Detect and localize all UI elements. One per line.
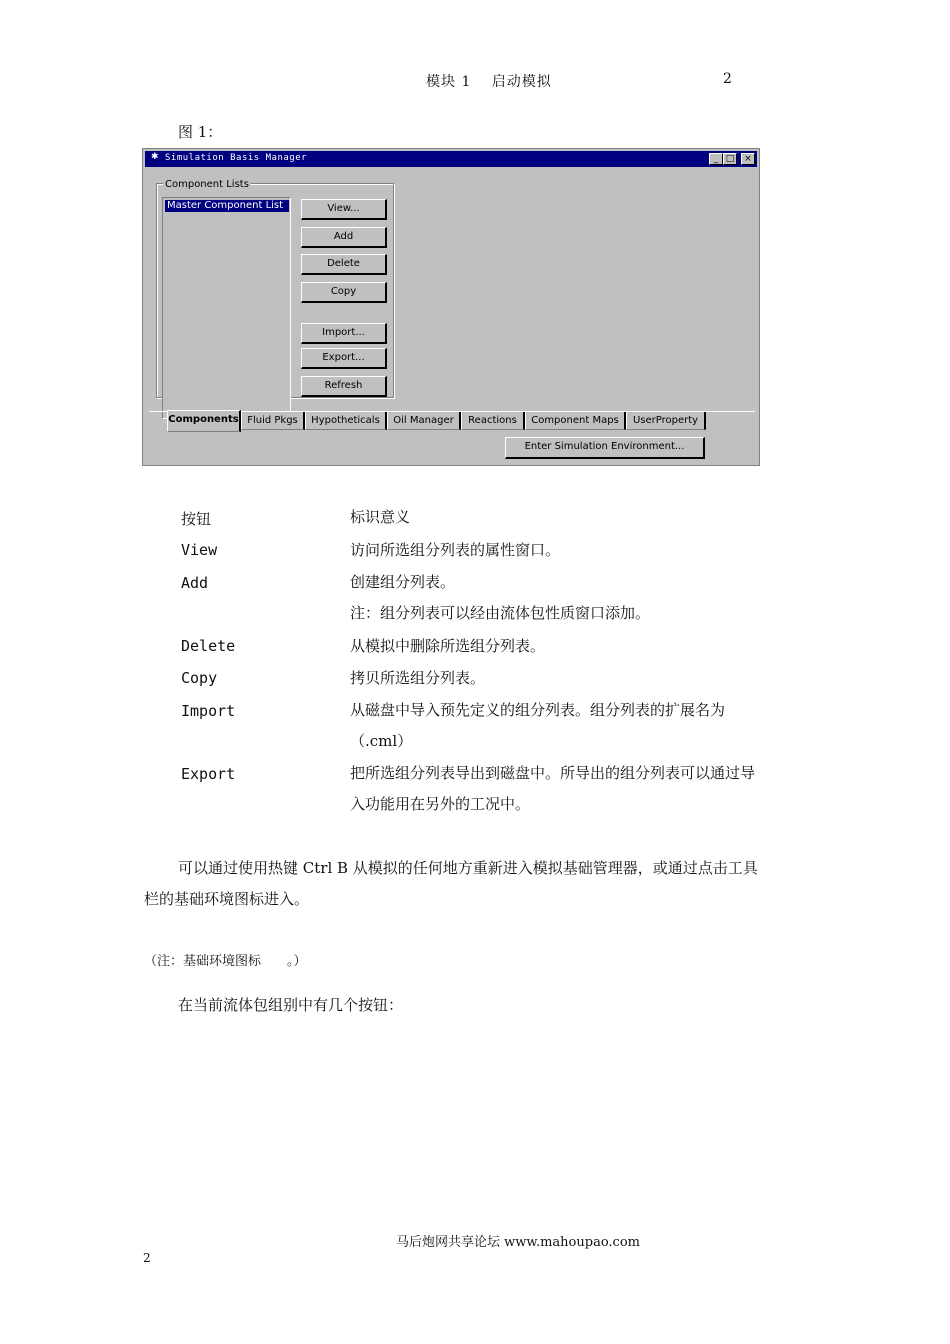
tab-component-maps[interactable]: Component Maps bbox=[525, 412, 626, 430]
table-row-value: 把所选组分列表导出到磁盘中。所导出的组分列表可以通过导入功能用在另外的工况中。 bbox=[350, 764, 756, 813]
app-icon: ✱ bbox=[151, 152, 159, 162]
table-row-key: Add bbox=[181, 574, 209, 592]
refresh-button[interactable]: Refresh bbox=[301, 376, 387, 397]
title-bar[interactable] bbox=[145, 151, 757, 167]
copy-button[interactable]: Copy bbox=[301, 282, 387, 303]
maximize-icon[interactable]: □ bbox=[723, 153, 737, 165]
table-row-key: Import bbox=[181, 702, 236, 720]
window-title: Simulation Basis Manager bbox=[165, 153, 308, 163]
minimize-icon[interactable]: _ bbox=[709, 153, 723, 165]
tab-userproperty[interactable]: UserProperty bbox=[626, 412, 706, 430]
add-button[interactable]: Add bbox=[301, 227, 387, 248]
paragraph-buttons: 在当前流体包组别中有几个按钮： bbox=[178, 996, 404, 1014]
import-button[interactable]: Import... bbox=[301, 323, 387, 344]
table-row-key: Export bbox=[181, 765, 236, 783]
group-label: Component Lists bbox=[165, 179, 249, 190]
table-row-value: 创建组分列表。 bbox=[350, 573, 456, 591]
tab-components[interactable]: Components bbox=[167, 410, 241, 432]
table-row-key: Copy bbox=[181, 669, 218, 687]
table-row-value: 从磁盘中导入预先定义的组分列表。组分列表的扩展名为（.cml） bbox=[350, 701, 726, 750]
table-row-key: View bbox=[181, 541, 218, 559]
tab-reactions[interactable]: Reactions bbox=[461, 412, 525, 430]
footer-site: 马后炮网共享论坛 www.mahoupao.com bbox=[396, 1235, 640, 1250]
table-row-value: 拷贝所选组分列表。 bbox=[350, 669, 486, 687]
header-title: 模块 1 启动模拟 bbox=[426, 74, 552, 90]
tab-fluid-pkgs[interactable]: Fluid Pkgs bbox=[241, 412, 305, 430]
simulation-basis-manager-window bbox=[142, 148, 760, 466]
paragraph-hotkey: 可以通过使用热键 Ctrl B 从模拟的任何地方重新进入模拟基础管理器，或通过点击工具栏的基础环境图标进入。 bbox=[144, 859, 758, 908]
export-button[interactable]: Export... bbox=[301, 348, 387, 369]
figure-label: 图 1： bbox=[178, 123, 223, 141]
table-row-key: Delete bbox=[181, 637, 236, 655]
footer-page-number: 2 bbox=[143, 1251, 151, 1265]
header-page-number: 2 bbox=[723, 71, 732, 87]
list-item[interactable]: Master Component List bbox=[165, 200, 289, 212]
tab-hypotheticals[interactable]: Hypotheticals bbox=[305, 412, 387, 430]
component-list-box[interactable] bbox=[162, 197, 291, 419]
note-basis-icon: （注：基础环境图标 。） bbox=[144, 954, 307, 969]
delete-button[interactable]: Delete bbox=[301, 254, 387, 275]
view-button[interactable]: View... bbox=[301, 199, 387, 220]
tab-oil-manager[interactable]: Oil Manager bbox=[387, 412, 461, 430]
table-row-value: 注：组分列表可以经由流体包性质窗口添加。 bbox=[350, 604, 651, 622]
table-row-value: 访问所选组分列表的属性窗口。 bbox=[350, 541, 561, 559]
table-header-key: 按钮 bbox=[181, 510, 212, 528]
table-row-value: 从模拟中删除所选组分列表。 bbox=[350, 637, 546, 655]
enter-simulation-environment-button[interactable]: Enter Simulation Environment... bbox=[505, 437, 705, 459]
close-icon[interactable]: × bbox=[741, 153, 755, 165]
table-header-value: 标识意义 bbox=[350, 508, 411, 526]
